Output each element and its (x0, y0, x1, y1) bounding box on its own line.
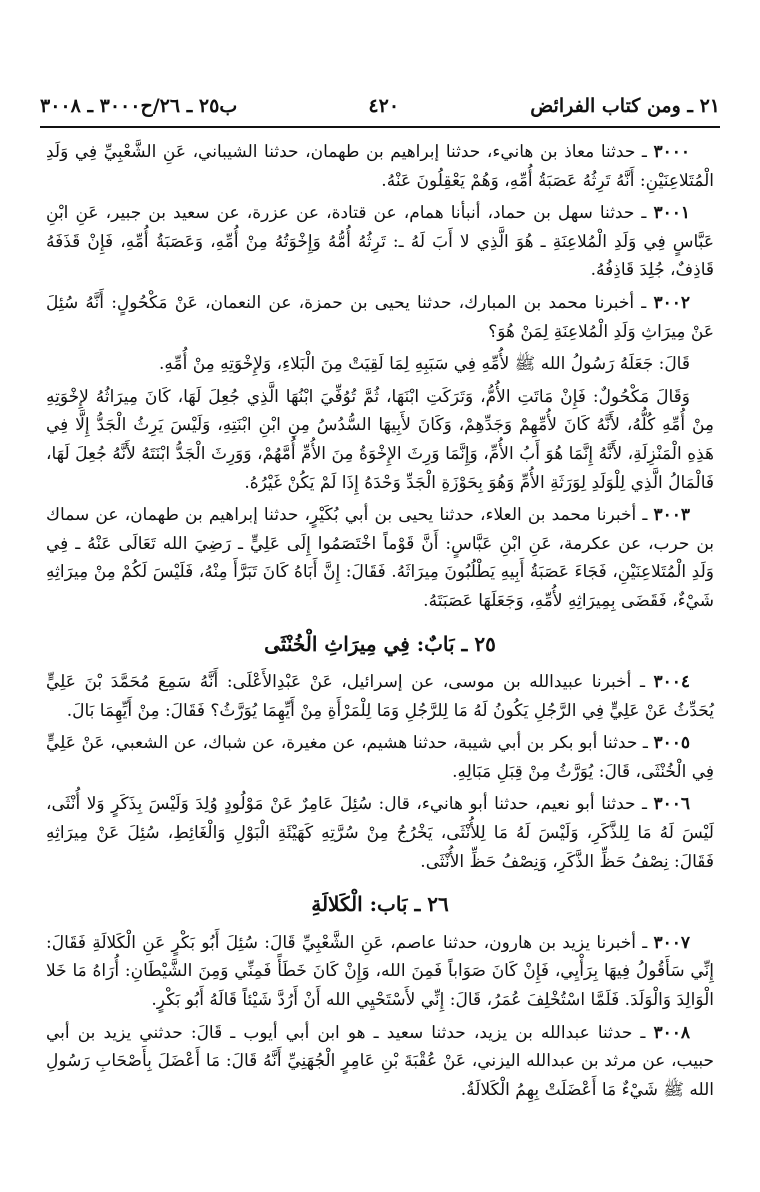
hadith-3002-makhul (46, 383, 714, 497)
hadith-number: ٣٠٠٠ (653, 142, 690, 162)
hadith-3001 (46, 199, 714, 285)
hadith-3000 (46, 138, 714, 195)
hadith-text: ـ أخبرنا عبيدالله بن موسى، عن إسرائيل، عَنْ عَبْدِالأَعْلَى: أَنَّهُ سَمِعَ مُحَمَّدَ بْنَ عَلِيٍّ يُحَدِّثُ عَنْ عَلِيٍّ فِي الرَّجُلِ يَكُونُ لَهُ مَا لِلرَّجُلِ وَمَا لِلْمَرْأَةِ مِنْ أَيِّهِمَا يُوَرَّثُ؟ فَقَالَ: مِنْ أَيِّهِمَا بَالَ. (46, 672, 714, 721)
hadith-number: ٣٠٠٨ (653, 1022, 690, 1043)
hadith-number: ٣٠٠٥ (653, 733, 690, 754)
hadith-text: ـ حدثنا عبدالله بن يزيد، حدثنا سعيد ـ هو ابن أبي أيوب ـ قَالَ: حدثني يزيد بن أبي حبيب، عن مرثد بن عبدالله اليزني، عَنْ عُقْبَةَ بْنِ عَامِرٍ الْجُهَنِيِّ أَنَّهُ قَالَ: مَا أَعْضَلَ بِأَصْحَابِ رَسُولِ الله ﷺ شَيْءٌ مَا أَعْضَلَتْ بِهِمُ الْكَلالَةُ. (46, 1022, 714, 1100)
page-body (46, 138, 714, 1108)
header-divider (40, 126, 720, 128)
hadith-text: ـ أخبرنا محمد بن المبارك، حدثنا يحيى بن حمزة، عن النعمان، عَنْ مَكْحُولٍ: أَنَّهُ سُئِلَ عَنْ مِيرَاثِ وَلَدِ الْمُلاعِنَةِ لِمَنْ هُوَ؟ (46, 292, 714, 342)
hadith-3003 (46, 501, 714, 615)
page-number: ٤٢٠ (368, 95, 400, 117)
hadith-text: وَقَالَ مَكْحُولٌ: فَإِنْ مَاتَتِ الأُمُّ، وَتَرَكَتِ ابْنَهَا، ثُمَّ تُوُفِّيَ ابْنُهَا الَّذِي جُعِلَ لَهَا، كَانَ مِيرَاثُهُ لإِخْوَتِهِ مِنْ أُمِّهِ كُلُّهُ، لأَنَّهُ كَانَ لأُمِّهِمْ وَجَدِّهِمْ، وَكَانَ لأَبِيهَا السُّدُسُ مِنِ ابْنِ ابْنَتِهِ، وَلَيْسَ يَرِثُ الْجَدُّ إِلَّا فِي هَذِهِ الْمَنْزِلَةِ، لأَنَّهُ إِنَّمَا هُوَ أَبُ الأُمِّ، وَإِنَّمَا وَرِثَ الإِخْوَةُ مِنَ الأُمِّ أُمَّهُمْ، وَوَرِثَ الْجَدُّ ابْنَتَهُ لأَنَّهُ جُعِلَ لَهَا، فَالْمَالُ الَّذِي لِلْوَلَدِ لِوَرَثَةِ الأُمِّ وَهُوَ بِحَوْزَةِ الْجَدِّ وَحْدَهُ إِذَا لَمْ يَكُنْ غَيْرُهُ. (46, 386, 714, 493)
hadith-text: ـ حدثنا أبو بكر بن أبي شيبة، حدثنا هشيم، عن مغيرة، عن شباك، عن الشعبي، عَنْ عَلِيٍّ فِي الْخُنْثَى، قَالَ: يُوَرَّثُ مِنْ قِبَلِ مَبَالِهِ. (46, 733, 714, 782)
hadith-text: ـ أخبرنا محمد بن العلاء، حدثنا يحيى بن أبي بُكَيْرٍ، حدثنا إبراهيم بن طهمان، عن سماك بن حرب، عن عكرمة، عَنِ ابْنِ عَبَّاسٍ: أَنَّ قَوْماً اخْتَصَمُوا إِلَى عَلِيٍّ ـ رَضِيَ الله تَعَالَى عَنْهُ ـ فِي وَلَدِ الْمُتَلاعِنَيْنِ، فَجَاءَ عَصَبَةُ أَبِيهِ يَطْلُبُونَ مِيرَاثَهُ. فَقَالَ: إِنَّ أَبَاهُ كَانَ تَبَرَّأَ مِنْهُ، فَلَيْسَ لَكُمْ مِنْ مِيرَاثِهِ شَيْءٌ، فَقَضَى بِمِيرَاثِهِ لأُمِّهِ، وَجَعَلَهَا عَصَبَتَهُ. (46, 505, 714, 611)
hadith-text: ـ حدثنا أبو نعيم، حدثنا أبو هانيء، قال: سُئِلَ عَامِرٌ عَنْ مَوْلُودٍ وُلِدَ وَلَيْسَ بِذَكَرٍ وَلا أُنْثَى، لَيْسَ لَهُ مَا لِلذَّكَرِ، وَلَيْسَ لَهُ مَا لِلأُنْثَى، يَخْرُجُ مِنْ سُرَّتِهِ كَهَيْئَةِ الْبَوْلِ وَالْغَائِطِ، سُئِلَ عَنْ مِيرَاثِهِ فَقَالَ: نِصْفُ حَظِّ الذَّكَرِ، وَنِصْفُ حَظِّ الأُنْثَى. (46, 794, 714, 872)
hadith-text: ـ أخبرنا يزيد بن هارون، حدثنا عاصم، عَنِ الشَّعْبِيِّ قَالَ: سُئِلَ أَبُو بَكْرٍ عَنِ الْكَلالَةِ فَقَالَ: إِنِّي سَأَقُولُ فِيهَا بِرَأْيِي، فَإِنْ كَانَ صَوَاباً فَمِنَ الله، وَإِنْ كَانَ خَطَأً فَمِنِّي وَمِنَ الشَّيْطَانِ: أُرَاهُ مَا خَلا الْوَالِدَ وَالْوَلَدَ. فَلَمَّا اسْتُخْلِفَ عُمَرُ، قَالَ: إِنِّي لأَسْتَحْيِي الله أَنْ أَرُدَّ شَيْئاً قَالَهُ أَبُو بَكْرٍ. (46, 932, 714, 1011)
hadith-text: ـ حدثنا سهل بن حماد، أنبأنا همام، عن قتادة، عن عزرة، عن سعيد بن جبير، عَنِ ابْنِ عَبَّاسٍ فِي وَلَدِ الْمُلاعِنَةِ ـ هُوَ الَّذِي لا أَبَ لَهُ ـ: تَرِثُهُ أُمُّهُ وَإِخْوَتُهُ مِنْ أُمِّهِ، وَعَصَبَةُ أُمِّهِ، فَإِنْ قَذَفَهُ قَاذِفٌ، جُلِدَ قَاذِفُهُ. (46, 203, 714, 281)
chapter-title: ٢١ ـ ومن كتاب الفرائض (530, 95, 720, 117)
hadith-text: ـ حدثنا معاذ بن هانيء، حدثنا إبراهيم بن طهمان، حدثنا الشيباني، عَنِ الشَّعْبِيِّ فِي وَلَدِ الْمُتَلاعِنَيْنِ: أَنَّهُ تَرِثُهُ عَصَبَةُ أُمِّهِ، وَهُمْ يَعْقِلُونَ عَنْهُ. (46, 142, 714, 191)
hadith-number: ٣٠٠٣ (653, 505, 690, 526)
hadith-number: ٣٠٠٦ (653, 794, 690, 815)
hadith-number: ٣٠٠١ (653, 203, 691, 224)
hadith-number: ٣٠٠٤ (653, 672, 690, 693)
section-references: ب٢٥ ـ ٢٦/ح٣٠٠٠ ـ ٣٠٠٨ (40, 95, 238, 117)
hadith-3002-answer (46, 350, 714, 379)
hadith-3005 (46, 729, 714, 786)
hadith-3006 (46, 790, 714, 876)
hadith-number: ٣٠٠٢ (653, 292, 690, 313)
section-heading-25: ٢٥ ـ بَابٌ: فِي مِيرَاثِ الْخُنْثَى (264, 631, 496, 656)
hadith-text: قَالَ: جَعَلَهُ رَسُولُ الله ﷺ لأُمِّهِ فِي سَبَبِهِ لِمَا لَقِيَتْ مِنَ الْبَلاءِ، وَلإِخْوَتِهِ مِنْ أُمِّهِ. (158, 354, 690, 375)
hadith-number: ٣٠٠٧ (653, 932, 690, 953)
hadith-3004 (46, 668, 714, 725)
page-header (40, 88, 720, 124)
section-heading-26: ٢٦ ـ بَاب: الْكَلالَةِ (311, 892, 449, 917)
hadith-3008 (46, 1019, 714, 1105)
hadith-3007 (46, 929, 714, 1015)
hadith-3002 (46, 289, 714, 346)
